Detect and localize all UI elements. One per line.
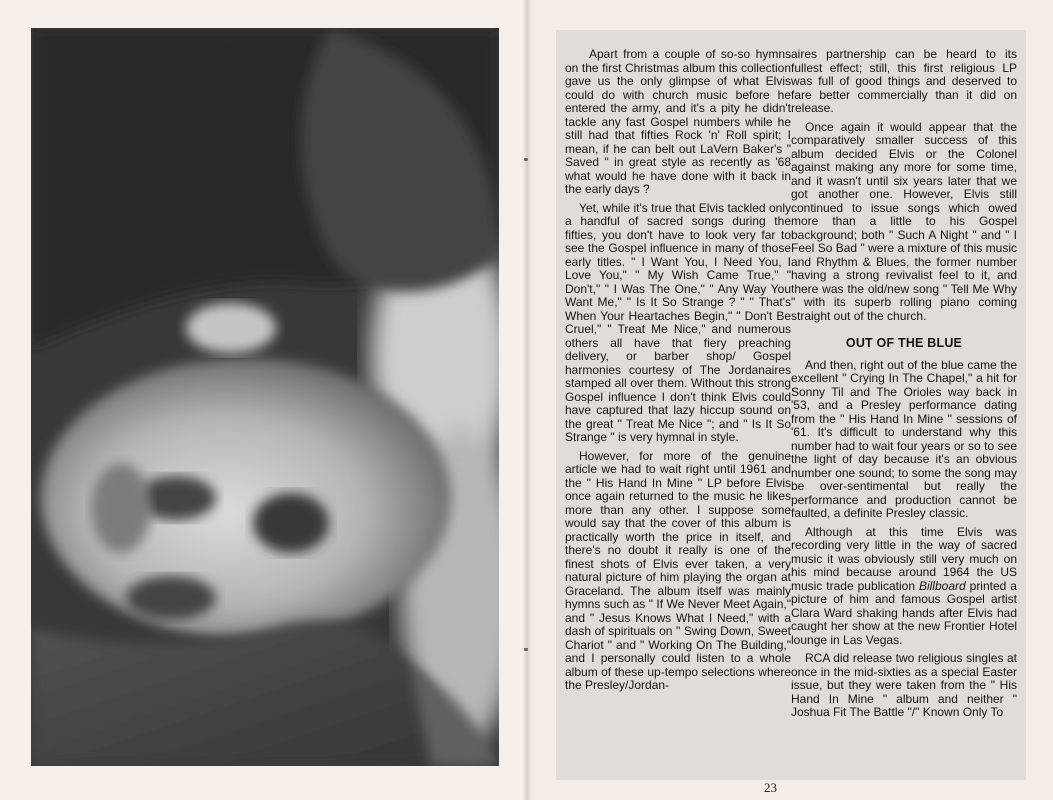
- page-gutter: [522, 0, 532, 800]
- page-number: 23: [764, 780, 777, 795]
- staple-mark: [524, 648, 528, 651]
- section-heading: OUT OF THE BLUE: [845, 336, 963, 350]
- publication-title: Billboard: [918, 578, 966, 593]
- article-paragraph: And then, right out of the blue came the excellent " Crying In The Chapel," a hit for Sonny Til and The Orioles way back in '53, and a Presley performance dating from the " His Hand In Mine " sessions of '61. It's difficult to understand why this number had to wait four years or so to see the light of day because it's an obvious number one sound; to some the song may be over-sentimental but really the performance and production cannot be faulted, a definite Presley classic.: [791, 357, 1017, 520]
- paragraph-text: Although at this time Elvis was recording very little in the way of sacred music it was obviously still very much on his mind because around 1964 the US music trade publication: [791, 524, 1017, 593]
- article-paragraph: Apart from a couple of so-so hymns on the first Christmas album this collection gave us the only glimpse of what Elvis could do with church music before he entered the army, and it's a pity he didn't tackle any fast Gospel numbers while he still had that fifties Rock 'n' Roll spirit; I mean, if he can belt out LaVern Baker's " Saved " in great style as recently as '68 what would he have done with it back in the early days ?: [565, 47, 791, 196]
- article-paragraph: [791, 526, 1017, 648]
- portrait-photo: [31, 28, 499, 766]
- article-column-1: [565, 48, 791, 698]
- article-paragraph: However, for more of the genuine article we had to wait right until 1961 and the " His Hand In Mine " LP before Elvis once again returned to the music he likes more than any other. I suppose some would say that the cover of this album is practically worth the price in itself, and there's no doubt it really is one of the finest shots of Elvis ever taken, a very natural picture of him playing the organ at Graceland. The album itself was mainly hymns such as " If We Never Meet Again," and " Jesus Knows What I Need," with a dash of spirituals on " Swing Down, Sweet Chariot " and " Working On The Building," and I personally could listen to a whole album of these up-tempo selections where the Presley/Jordan-: [565, 448, 791, 692]
- article-paragraph: Yet, while it's true that Elvis tackled only a handful of sacred songs during the fifties, you don't have to look very far to see the Gospel influence in many of those early titles. " I Want You, I Need You, I Love You," " My Wish Came True," " Don't," " I Was The One," " Any Way You Want Me," " Is It So Strange ? " " That's When Your Heartaches Begin," " Don't Be Cruel," " Treat Me Nice," and numerous others all have that fiery preaching delivery, or barber shop/ Gospel harmonies courtesy of The Jordanaires stamped all over them. Without this strong Gospel influence I don't think Elvis could have captured that lazy hiccup sound on the great " Treat Me Nice "; and " Is It So Strange " is very hymnal in style.: [565, 200, 791, 444]
- portrait-photo-icon: [31, 28, 499, 766]
- article-paragraph: Once again it would appear that the comparatively smaller success of this album decided Elvis or the Colonel against making any more for some time, and it wasn't until six years later that we got another one. However, Elvis still continued to issue songs which owed more than a little to his Gospel background; both " Such A Night " and " I Feel So Bad " were a mixture of this music and Rhythm & Blues, the former number having a strong revivalist feel to it, and there was the old/new song " Tell Me Why " with its superb rolling piano coming straight out of the church.: [791, 119, 1017, 323]
- article-paragraph: aires partnership can be heard to its fullest effect; still, this first religious LP was full of good things and deserved to fare better commercially than it did on release.: [791, 47, 1017, 115]
- article-paragraph: RCA did release two religious singles at once in the mid-sixties as a special Easter issue, but they were taken from the " His Hand In Mine " album and neither " Joshua Fit The Battle "/" Known Only To: [791, 651, 1017, 719]
- article-column-2: [791, 48, 1017, 725]
- paragraph-text: printed a picture of him and famous Gospel artist Clara Ward shaking hands after Elvis had caught her show at the new Frontier Hotel lounge in Las Vegas.: [791, 578, 1017, 647]
- staple-mark: [524, 158, 528, 161]
